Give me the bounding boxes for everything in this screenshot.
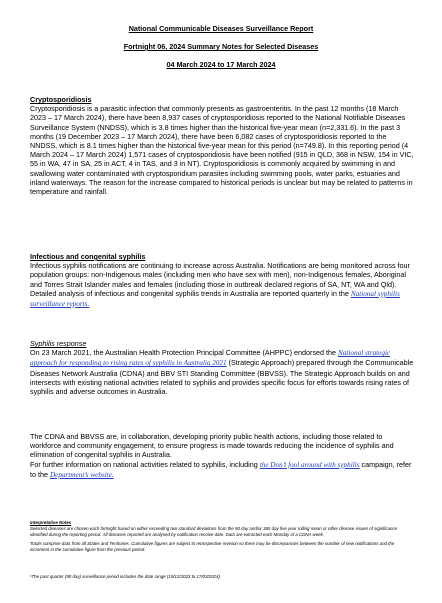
strategic-approach-link[interactable]: National strategic approach for responding to rising rates of syphilis in Australia 2021 [30, 349, 391, 368]
report-date-range: 04 March 2024 to 17 March 2024 [166, 60, 276, 69]
cryptosporidiosis-body: Cryptosporidiosis is a parasitic infection that commonly presents as gastroenteritis. In the past 12 months (18 March 2023 – 17 March 2024), there have been 8,937 cases of cryptosporidiosis reported to the National Notifiable Diseases Surveillance System (NNDSS), which is 3.8 times higher than the historical five-year mean (n=2,331.6). In the past 3 months (19 December 2023 – 17 March 2024), there have been 6,082 cases of cryptosporidiosis reported to the NNDSS, which is 8.1 times higher than the historical five-year mean for this period (n=749.8). In this reporting period (4 March 2024 – 17 March 2024) 1,571 cases of cryptosporidiosis have been notified (915 in QLD, 368 in NSW, 154 in VIC, 55 in WA, 47 in SA, 25 in ACT, 4 in TAS, and 3 in NT). Cryptosporidiosis is commonly acquired by swimming in and swallowing water contaminated with cryptosporidium parasites including swimming pools, water parks, estuaries and inland waterways. The reason for the increase compared to historical periods is unclear but may be related to patterns in temperature and rainfall. [30, 104, 414, 197]
department-website-link[interactable]: Department’s website. [49, 470, 114, 479]
syphilis-reports-link[interactable]: National syphilis surveillance reports. [30, 289, 400, 309]
report-subtitle: Fortnight 06, 2024 Summary Notes for Selected Diseases [123, 42, 319, 51]
notes-title: Interpretative Notes [30, 520, 72, 525]
cdna-body: The CDNA and BBVSS are, in collaboration, developing priority public health actions, including those related to workforce and community engagement, to ensure progress is made towards reducing the incidence of syphilis and elimination of congenital syphilis in Australia. [30, 432, 394, 460]
dont-fool-around-link[interactable]: the Don’t fool around with syphilis [259, 460, 360, 469]
syphilis-response-pre: On 23 March 2021, the Australian Health Protection Principal Committee (AHPPC) endorsed the [30, 348, 337, 358]
report-title: National Communicable Diseases Surveillance Report [128, 24, 314, 33]
cdna-section [30, 432, 414, 480]
further-info-mid: campaign, refer to the [30, 459, 412, 479]
syphilis-section [30, 252, 414, 309]
syphilis-title: Infectious and congenital syphilis [30, 252, 146, 261]
syphilis-body [30, 261, 414, 309]
further-info-pre: For further information on national activities related to syphilis, including [30, 459, 258, 469]
syphilis-response-section [30, 339, 414, 396]
syphilis-response-body [30, 348, 414, 396]
further-info [30, 460, 414, 480]
syphilis-response-title: Syphilis response [30, 339, 87, 348]
cryptosporidiosis-section [30, 95, 414, 196]
cryptosporidiosis-title: Cryptosporidiosis [30, 95, 92, 104]
syphilis-response-post: (Strategic Approach) prepared through the Communicable Diseases Network Australia (CDNA) and BBV STI Standing Committee (BBVSS). The Strategic Approach builds on and intersects with existing national activities related to syphilis and provides specific focus for efforts towards rising rates of syphilis and adverse outcomes in Australia. [30, 358, 414, 397]
notes-line-1: Selected diseases are chosen each fortnight based on either exceeding two standard deviations from the 90 day and/or 365 day five year rolling mean or other disease issues of significance identified during the reporting period. All diseases reported are analysed by notification receive date. Data are extracted each Monday of a CDNA week. [30, 525, 398, 537]
notes-line-2: Totals comprise data from all States and Territories. Cumulative figures are subject to retrospective revision so there may be discrepancies between the number of new notifications and the increment in the cumulative figure from the previous period. [30, 541, 395, 553]
footnote: ¹The past quarter (90 day) surveillance period includes the date range (19/12/2023 to 17/03/2024). [30, 574, 222, 579]
interpretative-notes [30, 520, 414, 553]
syphilis-body-text: Infectious syphilis notifications are continuing to increase across Australia. Notifications are being monitored across four population groups: non-Indigenous males (including men who have sex with men), non-Indigenous females, Aboriginal and Torres Strait Islander males and females (including those in outbreak declared regions of SA, NT, WA and Qld). Detailed analysis of infectious and congenital syphilis trends in Australia are reported quarterly in the [30, 261, 410, 298]
